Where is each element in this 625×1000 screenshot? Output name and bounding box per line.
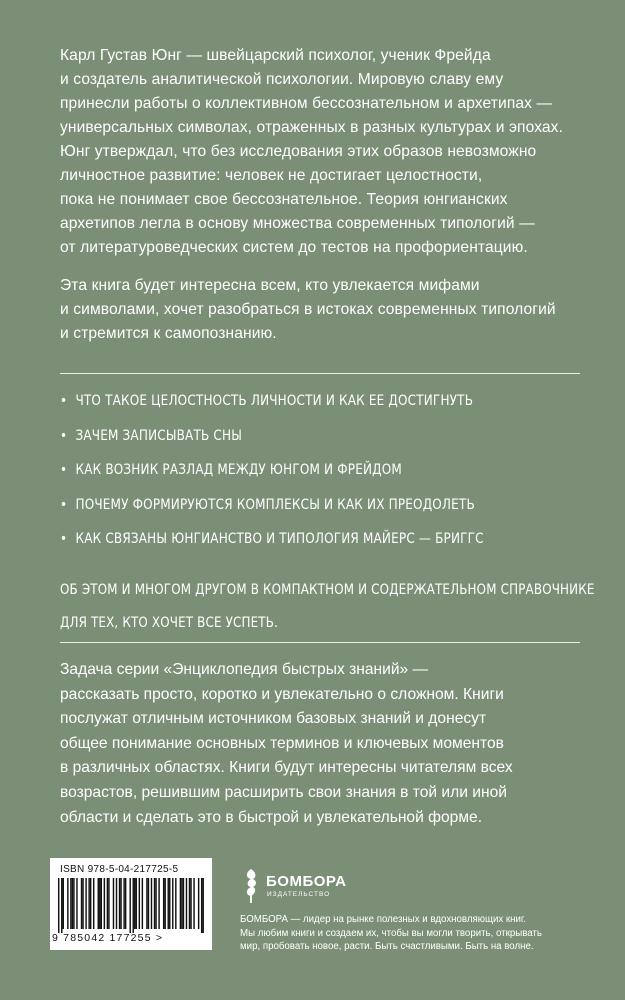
bullet-text: КАК ВОЗНИК РАЗЛАД МЕЖДУ ЮНГОМ И ФРЕЙДОМ	[75, 462, 402, 478]
bullet-marker: •	[60, 496, 68, 513]
text-line: и символами, хочет разобраться в истоках современных типологий	[60, 301, 556, 318]
text-line: архетипов легла в основу множества современных типологий —	[60, 215, 535, 232]
text-line: пока не понимает свое бессознательное. Теория юнгианских	[60, 191, 508, 208]
text-line: универсальных символах, отраженных в разных культурах и эпохах.	[60, 119, 564, 136]
text-line: мир, пробовать новое, расти. Быть счастливыми. Быть на волне.	[240, 941, 534, 953]
bullet-marker: •	[60, 462, 68, 478]
series-description	[60, 658, 590, 830]
text-line: Карл Густав Юнг — швейцарский психолог, ученик Фрейда	[60, 47, 491, 64]
bullet-marker: •	[60, 427, 68, 444]
bullet-text: ЗАЧЕМ ЗАПИСЫВАТЬ СНЫ	[75, 427, 243, 444]
bottom-divider	[60, 642, 580, 643]
text-line: области и сделать это в быстрой и увлекательной форме.	[60, 808, 483, 826]
bullet-marker: •	[60, 393, 68, 409]
barcode-graphic	[58, 878, 204, 933]
bullet-item	[60, 462, 516, 497]
bullet-marker: •	[60, 531, 68, 547]
isbn-label: ISBN 978-5-04-217725-5	[60, 864, 179, 875]
text-line: рассказать просто, коротко и увлекательно о сложном. Книги	[60, 685, 504, 703]
text-line: ОБ ЭТОМ И МНОГОМ ДРУГОМ В КОМПАКТНОМ И СОДЕРЖАТЕЛЬНОМ СПРАВОЧНИКЕ	[60, 582, 595, 598]
bullet-text: ЧТО ТАКОЕ ЦЕЛОСТНОСТЬ ЛИЧНОСТИ И КАК ЕЕ ДОСТИГНУТЬ	[75, 393, 474, 409]
text-line: ДЛЯ ТЕХ, КТО ХОЧЕТ ВСЕ УСПЕТЬ.	[60, 615, 279, 631]
publisher-blurb	[240, 913, 580, 954]
text-line: Эта книга будет интересна всем, кто увлекается мифами	[60, 277, 480, 294]
bullet-item	[60, 531, 516, 566]
summary-text	[60, 574, 595, 640]
intro-text	[60, 44, 590, 360]
text-line: Мы любим книги и создаем их, чтобы вы могли творить, открывать	[240, 927, 542, 939]
text-line: возрастов, решившим расширить свои знания в той или иной	[60, 783, 507, 801]
text-line: личностное развитие: человек не достигает целостности,	[60, 167, 483, 184]
bullet-list	[60, 393, 516, 566]
top-divider	[60, 373, 580, 374]
bullet-item	[60, 428, 516, 463]
text-line: и стремится к самопознанию.	[60, 325, 277, 342]
text-line: Юнг утверждал, что без исследования этих образов невозможно	[60, 143, 537, 160]
bullet-text: КАК СВЯЗАНЫ ЮНГИАНСТВО И ТИПОЛОГИЯ МАЙЕРС — БРИГГС	[75, 531, 484, 547]
logo-name: БОМБОРА	[266, 873, 347, 890]
bombora-tree-icon	[240, 867, 262, 905]
barcode-number: 9 785042 177255 >	[52, 932, 164, 944]
text-line: БОМБОРА — лидер на рынке полезных и вдохновляющих книг.	[240, 914, 526, 925]
text-line: Задача серии «Энциклопедия быстрых знаний» —	[60, 661, 429, 678]
logo-subtitle: ИЗДАТЕЛЬСТВО	[267, 891, 331, 898]
bullet-item	[60, 393, 516, 428]
intro-paragraph-2	[60, 274, 590, 346]
publisher-logo	[240, 867, 380, 907]
text-line: общее понимание основных терминов и ключевых моментов	[60, 734, 504, 752]
text-line: и создатель аналитической психологии. Мировую славу ему	[60, 71, 504, 88]
text-line: от литературоведческих систем до тестов на профориентацию.	[60, 239, 528, 256]
intro-paragraph-1	[60, 44, 590, 260]
isbn-barcode-block	[50, 858, 212, 950]
bullet-item	[60, 497, 516, 532]
bullet-text: ПОЧЕМУ ФОРМИРУЮТСЯ КОМПЛЕКСЫ И КАК ИХ ПРЕОДОЛЕТЬ	[75, 496, 475, 513]
text-line: в различных областях. Книги будут интересны читателям всех	[60, 759, 513, 777]
text-line: принесли работы о коллективном бессознательном и архетипах —	[60, 95, 553, 112]
text-line: послужат отличным источником базовых знаний и донесут	[60, 710, 487, 728]
